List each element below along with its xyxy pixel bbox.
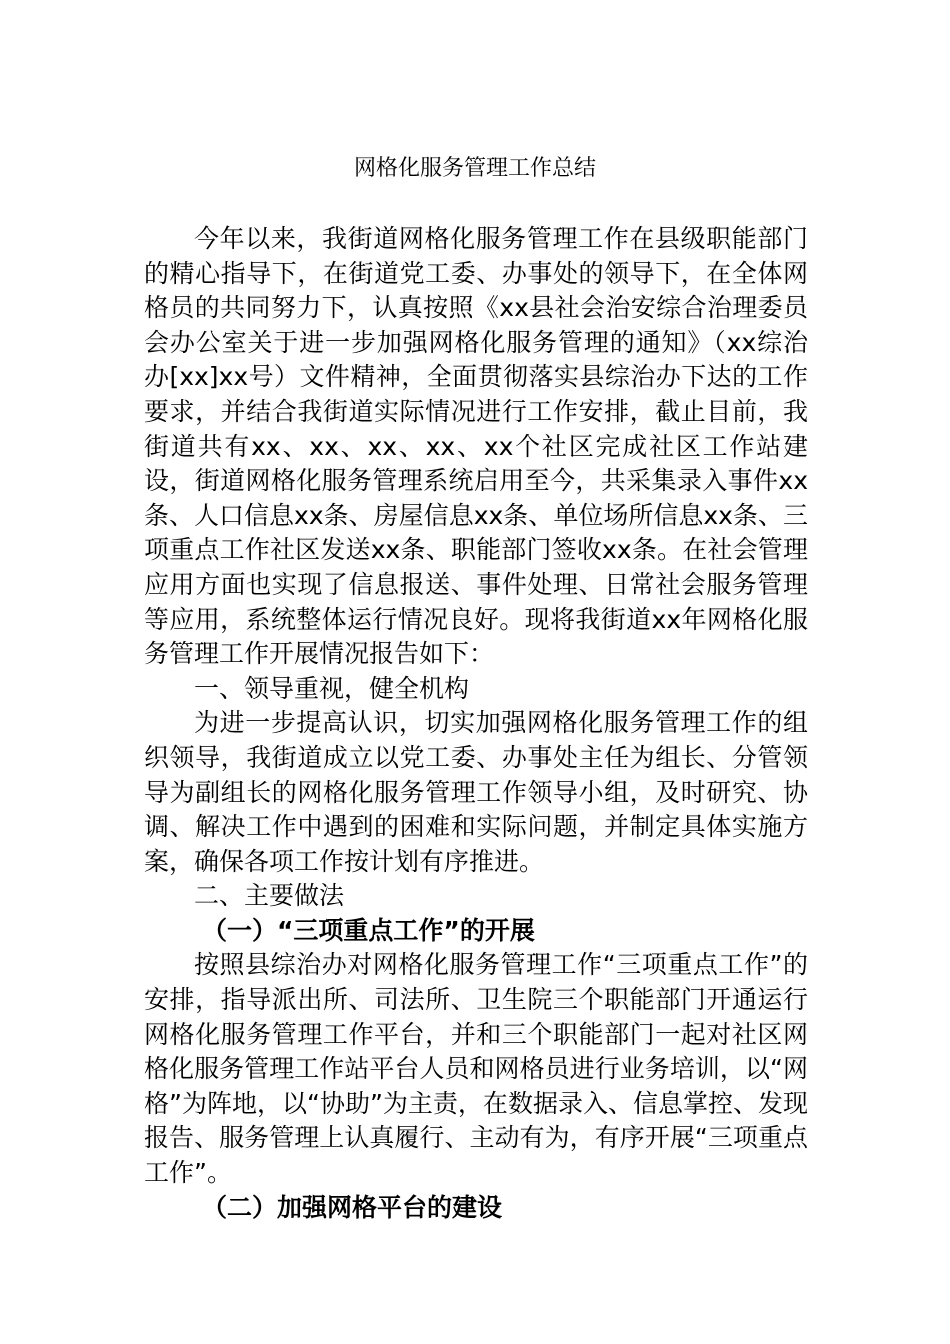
document-title: 网格化服务管理工作总结	[353, 156, 596, 181]
paragraph-intro: 今年以来，我街道网格化服务管理工作在县级职能部门的精心指导下，在街道党工委、办事处的领导下，在全体网格员的共同努力下，认真按照《xx县社会治安综合治理委员会办公室关于进一步加强网格化服务管理的通知》（xx综治办[xx]xx号）文件精神，全面贯彻落实县综治办下达的工作要求，并结合我街道实际情况进行工作安排，截止目前，我街道共有xx、xx、xx、xx、xx个社区完成社区工作站建设，街道网格化服务管理系统启用至今，共采集录入事件xx条、人口信息xx条、房屋信息xx条、单位场所信息xx条、三项重点工作社区发送xx条、职能部门签收xx条。在社会管理应用方面也实现了信息报送、事件处理、日常社会服务管理等应用，系统整体运行情况良好。现将我街道xx年网格化服务管理工作开展情况报告如下：	[144, 224, 808, 669]
subheading-1: （一）“三项重点工作”的开展	[202, 915, 535, 945]
paragraph-leadership: 为进一步提高认识，切实加强网格化服务管理工作的组织领导，我街道成立以党工委、办事处主任为组长、分管领导为副组长的网格化服务管理工作领导小组，及时研究、协调、解决工作中遇到的困难和实际问题，并制定具体实施方案，确保各项工作按计划有序推进。	[144, 708, 808, 876]
paragraph-key-work: 按照县综治办对网格化服务管理工作“三项重点工作”的安排，指导派出所、司法所、卫生院三个职能部门开通运行网格化服务管理工作平台，并和三个职能部门一起对社区网格化服务管理工作站平台人员和网格员进行业务培训，以“网格”为阵地，以“协助”为主责，在数据录入、信息掌控、发现报告、服务管理上认真履行、主动有为，有序开展“三项重点工作”。	[144, 950, 808, 1188]
section-heading-2: 二、主要做法	[194, 881, 345, 911]
document-body	[144, 222, 808, 1225]
subheading-2: （二）加强网格平台的建设	[202, 1192, 503, 1222]
section-heading-1: 一、领导重视，健全机构	[194, 673, 470, 703]
